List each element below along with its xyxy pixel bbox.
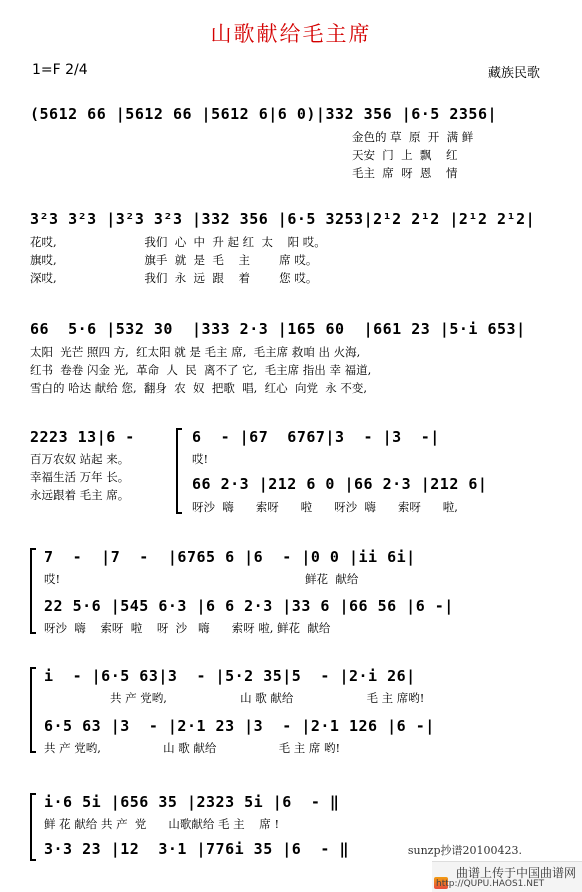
lyric-4-3: 永远跟着 毛主 席。 bbox=[30, 488, 130, 502]
upper-part-row-4: i·6 5i |656 35 |2323 5i |6 - ‖ bbox=[44, 793, 340, 811]
lower-part-row-2: 22 5·6 |545 6·3 |6 6 2·3 |33 6 |66 56 |6 -| bbox=[44, 597, 454, 615]
lyric-1-2: 天安 门 上 飘 红 bbox=[352, 148, 458, 162]
transcriber-note: sunzp抄谱20100423. bbox=[407, 844, 522, 857]
lower-part-row-4: 3·3 23 |12 3·1 |776i 35 |6 - ‖ bbox=[44, 840, 349, 858]
song-title: 山歌献给毛主席 bbox=[210, 22, 372, 46]
upper-part-row-2: 7 - |7 - |6765 6 |6 - |0 0 |ii 6i| bbox=[44, 548, 416, 566]
lyric-2-3: 深哎, 我们 永 远 跟 着 您 哎。 bbox=[30, 271, 318, 285]
upper-lyric-3: 共 产 党哟, 山 歌 献给 毛 主 席哟! bbox=[110, 691, 425, 705]
key-signature: 1=F 2/4 bbox=[32, 62, 88, 78]
lower-lyric-2: 呀沙 嗨 索呀 啦 呀 沙 嗨 索呀 啦, 鲜花 献给 bbox=[44, 621, 331, 635]
watermark-url[interactable]: http://QUPU.HAOS1.NET bbox=[436, 879, 545, 889]
lyric-4-1: 百万农奴 站起 来。 bbox=[30, 452, 130, 466]
part-brace bbox=[30, 548, 36, 634]
part-brace bbox=[176, 428, 182, 514]
part-brace bbox=[30, 793, 36, 861]
song-origin: 藏族民歌 bbox=[487, 66, 540, 81]
watermark-line-1: 曲谱上传于中国曲谱网 bbox=[456, 866, 577, 880]
upper-lyric-4: 鲜 花 献给 共 产 党 山歌献给 毛 主 席 ! bbox=[44, 817, 280, 831]
upper-part-row-1: 6 - |67 6767|3 - |3 -| bbox=[192, 428, 440, 446]
notation-row-2: 3²3 3²3 |3²3 3²3 |332 356 |6·5 3253|2¹2 2¹2 |2¹2 2¹2| bbox=[30, 210, 536, 228]
lower-part-row-3: 6·5 63 |3 - |2·1 23 |3 - |2·1 126 |6 -| bbox=[44, 717, 435, 735]
lyric-2-2: 旗哎, 旗手 就 是 毛 主 席 哎。 bbox=[30, 253, 318, 267]
upper-lyric-2: 哎! 鲜花 献给 bbox=[44, 572, 359, 586]
lyric-2-1: 花哎, 我们 心 中 升 起 红 太 阳 哎。 bbox=[30, 235, 326, 249]
lower-part-row-1: 66 2·3 |212 6 0 |66 2·3 |212 6| bbox=[192, 475, 488, 493]
notation-row-4: 2223 13|6 - bbox=[30, 428, 135, 446]
lower-lyric-3: 共 产 党哟, 山 歌 献给 毛 主 席 哟! bbox=[44, 741, 341, 755]
lyric-4-2: 幸福生活 万年 长。 bbox=[30, 470, 130, 484]
upper-lyric-1: 哎! bbox=[192, 452, 209, 466]
lower-lyric-1: 呀沙 嗨 索呀 啦 呀沙 嗨 索呀 啦, bbox=[192, 500, 458, 514]
lyric-3-3: 雪白的 哈达 献给 您, 翻身 农 奴 把歌 唱, 红心 向党 永 不变, bbox=[30, 381, 368, 395]
notation-row-3: 66 5·6 |532 30 |333 2·3 |165 60 |661 23 |5·i 653| bbox=[30, 320, 526, 338]
lyric-3-1: 太阳 光芒 照四 方, 红太阳 就 是 毛主 席, 毛主席 救咱 出 火海, bbox=[30, 345, 361, 359]
lyric-3-2: 红书 卷卷 闪金 光, 革命 人 民 离不了 它, 毛主席 指出 幸 福道, bbox=[30, 363, 372, 377]
lyric-1-3: 毛主 席 呀 恩 情 bbox=[352, 166, 458, 180]
site-watermark bbox=[432, 861, 582, 892]
lyric-1-1: 金色的 草 原 开 满 鲜 bbox=[352, 130, 474, 144]
part-brace bbox=[30, 667, 36, 753]
notation-row-1: (5612 66 |5612 66 |5612 6|6 0)|332 356 |6·5 2356| bbox=[30, 105, 498, 123]
upper-part-row-3: i - |6·5 63|3 - |5·2 35|5 - |2·i 26| bbox=[44, 667, 416, 685]
